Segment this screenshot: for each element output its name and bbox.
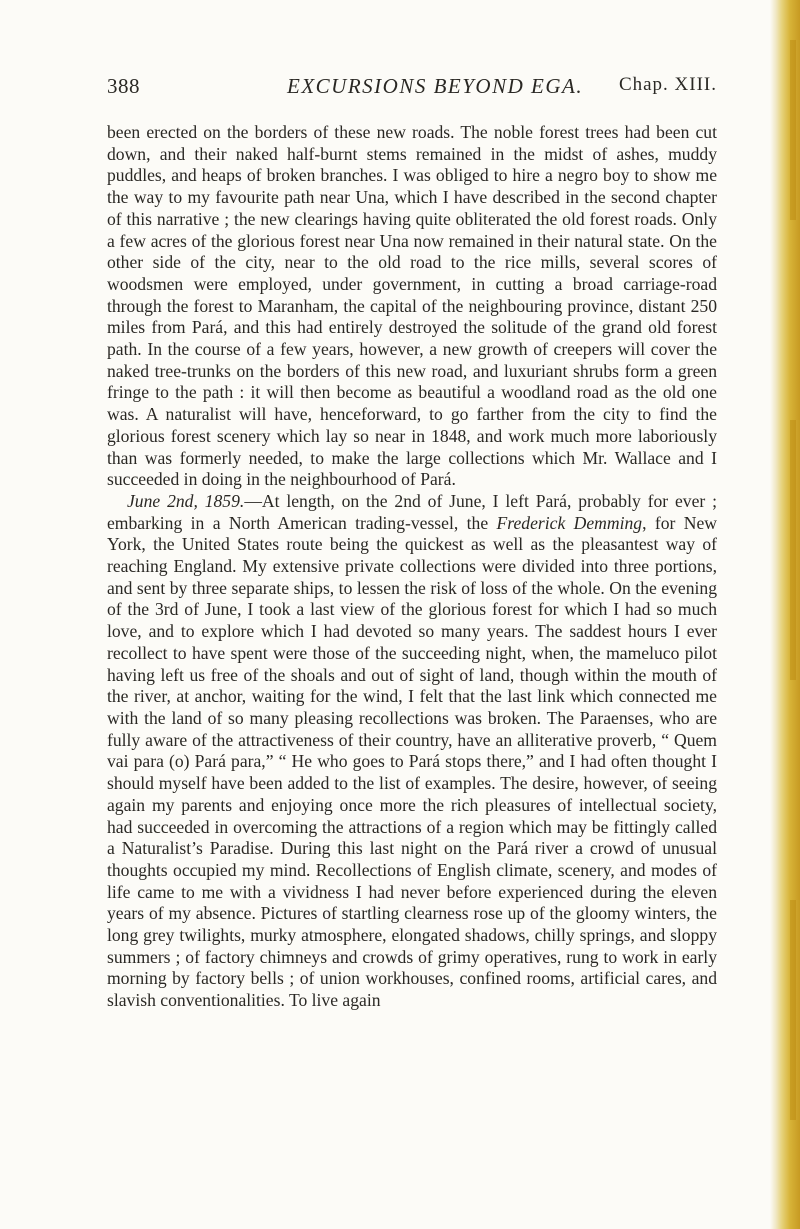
paragraph-forest-roads: been erected on the borders of these new roads. The noble forest trees had been cut down, and their naked half-burnt stems remained in the midst of ashes, muddy puddles, and heaps of broken branches. I was obliged to hire a negro boy to show me the way to my favourite path near Una, which I have described in the second chapter of this narrative ; the new clearings having quite obliterated the old forest roads. Only a few acres of the glorious forest near Una now remained in their natural state. On the other side of the city, near to the old road to the rice mills, several scores of woodsmen were employed, under government, in cutting a broad carriage-road through the forest to Maranham, the capital of the neighbouring province, distant 250 miles from Pará, and this had entirely destroyed the solitude of the grand old forest path. In the course of a few years, however, a new growth of creepers will cover the naked tree-trunks on the borders of this new road, and luxuriant shrubs form a green fringe to the path : it will then become as beautiful a woodland road as the old one was. A naturalist will have, henceforward, to go farther from the city to find the glorious forest scenery which lay so near in 1848, and work much more laboriously than was formerly needed, to make the large collections which Mr. Wallace and I succeeded in doing in the neighbourhood of Pará. [107, 122, 717, 490]
paragraph-text: , for New York, the United States route being the quickest as well as the pleasantest way of reaching England. My extensive private collections were divided into three portions, and sent by three separate ships, to lessen the risk of loss of the whole. On the evening of the 3rd of June, I took a last view of the glorious forest for which I had so much love, and to explore which I had devoted so many years. The saddest hours I ever recollect to have spent were those of the succeeding night, when, the mameluco pilot having left us free of the shoals and out of sight of land, though within the mouth of the river, at anchor, waiting for the wind, I felt that the last link which connected me with the land of so many pleasing recollections was broken. The Paraenses, who are fully aware of the attractiveness of their country, have an alliterative proverb, “ Quem vai para (o) Pará para,” “ He who goes to Pará stops there,” and I had often thought I should myself have been added to the list of examples. The desire, however, of seeing again my parents and enjoying once more the rich pleasures of intellectual society, had succeeded in overcoming the attractions of a region which may be fittingly called a Naturalist’s Paradise. During this last night on the Pará river a crowd of unusual thoughts occupied my mind. Recollections of English climate, scenery, and modes of life came to me with a vividness I had never before experienced during the eleven years of my absence. Pictures of startling clearness rose up of the gloomy winters, the long grey twilights, murky atmosphere, elongated shadows, chilly springs, and sloppy summers ; of factory chimneys and crowds of grimy operatives, rung to work in early morning by factory bells ; of union workhouses, confined rooms, artificial cares, and slavish conventionalities. To live again [107, 512, 717, 1011]
gilt-streak [790, 40, 796, 220]
running-head [107, 74, 717, 100]
running-title: EXCURSIONS BEYOND EGA. [287, 74, 584, 98]
gilt-streak [790, 420, 796, 680]
body-text [107, 122, 717, 1012]
gilt-page-edge [770, 0, 800, 1229]
page-number: 388 [107, 74, 140, 98]
ship-name: Frederick Demming [496, 512, 643, 533]
date-heading: June 2nd, 1859. [127, 490, 245, 511]
paragraph-departure [107, 491, 717, 1012]
paragraph-text: —At length, on the 2nd of June, I left Pará, probably for ever ; embarking in a North American trading-vessel, the [107, 490, 718, 533]
chapter-label: Chap. XIII. [618, 74, 717, 95]
gilt-streak [790, 900, 796, 1120]
